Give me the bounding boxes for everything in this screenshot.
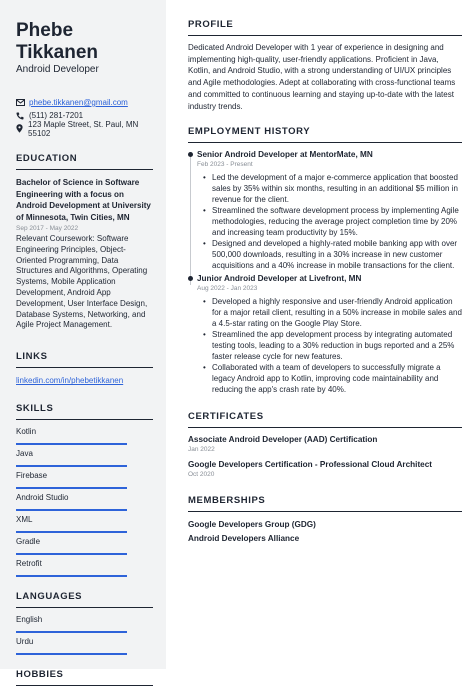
hobbies-heading: HOBBIES [16,669,64,681]
skill-label: Gradle [16,537,41,547]
employment-section [188,126,462,395]
sidebar [0,0,166,681]
language-item [16,637,153,655]
contact-block [16,96,153,138]
education-dates: Sep 2017 - May 2022 [16,225,79,232]
languages-section [16,591,153,655]
skill-label: Java [16,449,33,459]
skills-heading: SKILLS [16,403,54,415]
education-heading: EDUCATION [16,153,78,164]
memberships-heading: MEMBERSHIPS [188,495,266,507]
job-bullets [197,172,462,271]
job-bullet: • Designed and developed a highly-rated mobile banking app with over 500,000 downloads, resulting in a 30% increase in new customer acquisitions and a 40% increase in mobile transactions for the client. [197,238,462,271]
address-text: 123 Maple Street, St. Paul, MN 55102 [28,119,139,138]
timeline-dot [188,152,193,157]
employment-heading: EMPLOYMENT HISTORY [188,126,311,138]
skill-level-bar [16,531,127,533]
language-level-bar [16,631,127,633]
location-pin-icon [16,124,28,133]
job-entry [188,149,462,271]
links-heading: LINKS [16,351,48,363]
skill-label: Retrofit [16,559,42,569]
job-dates: Aug 2022 - Jan 2023 [197,285,258,293]
skill-level-bar [16,487,127,489]
job-title: Senior Android Developer at MentorMate, MN [197,150,373,160]
certificate-item [188,434,462,454]
memberships-divider [188,511,462,512]
skill-level-bar [16,443,127,445]
skill-label: Kotlin [16,427,37,437]
skill-level-bar [16,465,127,467]
skill-item [16,537,153,555]
certificates-section [188,411,462,479]
employment-divider [188,142,462,143]
education-coursework: Relevant Coursework: Software Engineering Principles, Object-Oriented Programming, Data Structures and Algorithms, Operating Systems, Mobile Application Development, Android App Development, User Interface Design, Database Systems, Networking, and Agile Project Management. [16,234,148,330]
links-section [16,351,153,386]
hobbies-section [16,669,153,686]
certificate-date: Oct 2020 [188,471,215,479]
language-label: Urdu [16,637,34,647]
job-title: Junior Android Developer at Livefront, MN [197,274,362,284]
certificate-date: Jan 2022 [188,446,215,454]
email-icon [16,99,29,106]
education-divider [16,169,153,170]
skills-list [16,427,153,577]
phone-text: (511) 281-7201 [29,111,84,120]
candidate-name: Phebe Tikkanen [16,20,99,63]
skill-level-bar [16,509,127,511]
language-label: English [16,615,43,625]
membership-item: Android Developers Alliance [188,533,300,543]
phone-icon [16,112,29,120]
language-level-bar [16,653,127,655]
skill-item [16,449,153,467]
skill-item [16,471,153,489]
language-item [16,615,153,633]
education-section [16,153,153,331]
profile-divider [188,35,462,36]
languages-heading: LANGUAGES [16,591,83,603]
email-link[interactable]: phebe.tikkanen@gmail.com [29,98,128,107]
candidate-role: Android Developer [16,64,99,75]
profile-summary: Dedicated Android Developer with 1 year of experience in designing and implementing high-quality, user-friendly applications. Proficient in Java, Kotlin, and Android Studio, with a strong understanding of UI/UX principles and Agile methodologies. Adept at collaborating with cross-functional teams and committed to continuous learning and staying up-to-date with the latest industry trends. [188,43,456,111]
certificate-item [188,459,462,479]
profile-section [188,19,462,112]
job-bullets [197,296,462,395]
memberships-section [188,495,462,545]
contact-address [16,119,153,138]
job-bullet: • Developed a highly responsive and user-friendly Android application for a major retail client, resulting in a 50% increase in mobile sales and a 4.5-star rating on the Google Play Store. [197,296,462,329]
certificate-name: Associate Android Developer (AAD) Certification [188,435,378,445]
skill-item [16,559,153,577]
skill-level-bar [16,553,127,555]
job-bullet: • Collaborated with a team of developers to successfully migrate a legacy Android app to Kotlin, improving code maintainability and reducing the app's crash rate by 40%. [197,362,462,395]
skill-label: Android Studio [16,493,69,503]
education-degree: Bachelor of Science in Software Engineering with a focus on Android Development at University of Minnesota, Twin Cities, MN [16,178,151,222]
skill-item [16,427,153,445]
certificate-name: Google Developers Certification - Professional Cloud Architect [188,460,433,470]
main-content [174,0,474,669]
employment-timeline [188,149,462,395]
job-bullet: • Led the development of a major e-commerce application that boosted sales by 35% within six months, resulting in an additional $5 million in revenue for the client. [197,172,462,205]
job-bullet: • Streamlined the software development process by implementing Agile methodologies, reducing the average project completion time by 20% and increasing team productivity by 15%. [197,205,462,238]
skill-label: XML [16,515,33,525]
skill-label: Firebase [16,471,48,481]
timeline-dot [188,276,193,281]
skill-item [16,493,153,511]
contact-email [16,96,153,109]
job-entry [188,273,462,395]
links-divider [16,367,153,368]
certificates-heading: CERTIFICATES [188,411,264,423]
linkedin-link[interactable]: linkedin.com/in/phebetikkanen [16,376,124,386]
languages-divider [16,607,153,608]
skill-level-bar [16,575,127,577]
membership-item: Google Developers Group (GDG) [188,520,316,530]
job-bullet: • Streamlined the app development process by integrating automated testing tools, leading to a 30% reduction in bugs reported and a 25% faster release cycle for new features. [197,329,462,362]
certificates-divider [188,427,462,428]
skills-divider [16,419,153,420]
profile-heading: PROFILE [188,19,234,30]
job-dates: Feb 2023 - Present [197,161,253,169]
skill-item [16,515,153,533]
skills-section [16,403,153,577]
